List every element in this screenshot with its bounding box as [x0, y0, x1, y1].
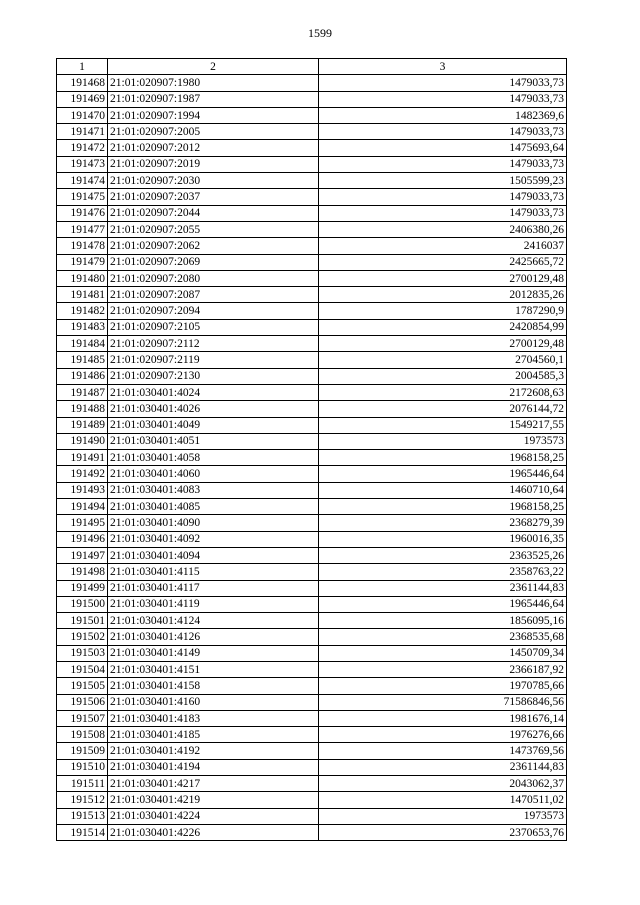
value-cell: 2700129,48 — [319, 336, 567, 352]
table-row — [57, 547, 567, 563]
cadastral-number-cell: 21:01:020907:2069 — [108, 254, 319, 270]
column-header-2: 2 — [108, 59, 319, 75]
value-cell: 1479033,73 — [319, 75, 567, 91]
row-number-cell: 191488 — [57, 401, 108, 417]
cadastral-number-cell: 21:01:030401:4117 — [108, 580, 319, 596]
table-row — [57, 205, 567, 221]
row-number-cell: 191512 — [57, 792, 108, 808]
cadastral-number-cell: 21:01:020907:2044 — [108, 205, 319, 221]
table-row — [57, 792, 567, 808]
cadastral-number-cell: 21:01:030401:4151 — [108, 661, 319, 677]
cadastral-number-cell: 21:01:020907:1987 — [108, 91, 319, 107]
table-row — [57, 727, 567, 743]
table-row — [57, 743, 567, 759]
cadastral-number-cell: 21:01:020907:2094 — [108, 303, 319, 319]
table-row — [57, 319, 567, 335]
value-cell: 2366187,92 — [319, 661, 567, 677]
value-cell: 2368279,39 — [319, 515, 567, 531]
row-number-cell: 191483 — [57, 319, 108, 335]
cadastral-number-cell: 21:01:020907:1994 — [108, 107, 319, 123]
value-cell: 1549217,55 — [319, 417, 567, 433]
table-row — [57, 401, 567, 417]
row-number-cell: 191473 — [57, 156, 108, 172]
cadastral-number-cell: 21:01:020907:2112 — [108, 336, 319, 352]
value-cell: 1460710,64 — [319, 482, 567, 498]
cadastral-number-cell: 21:01:030401:4149 — [108, 645, 319, 661]
table-row — [57, 384, 567, 400]
table-row — [57, 596, 567, 612]
table-row — [57, 808, 567, 824]
table-row — [57, 710, 567, 726]
value-cell: 1968158,25 — [319, 450, 567, 466]
table-row — [57, 499, 567, 515]
row-number-cell: 191509 — [57, 743, 108, 759]
row-number-cell: 191498 — [57, 564, 108, 580]
row-number-cell: 191478 — [57, 238, 108, 254]
value-cell: 2416037 — [319, 238, 567, 254]
value-cell: 2700129,48 — [319, 270, 567, 286]
cadastral-number-cell: 21:01:030401:4060 — [108, 466, 319, 482]
cadastral-number-cell: 21:01:020907:2130 — [108, 368, 319, 384]
cadastral-number-cell: 21:01:030401:4124 — [108, 613, 319, 629]
row-number-cell: 191503 — [57, 645, 108, 661]
table-row — [57, 759, 567, 775]
cadastral-number-cell: 21:01:030401:4194 — [108, 759, 319, 775]
table-row — [57, 107, 567, 123]
cadastral-number-cell: 21:01:030401:4219 — [108, 792, 319, 808]
table-row — [57, 645, 567, 661]
value-cell: 2420854,99 — [319, 319, 567, 335]
table-row — [57, 140, 567, 156]
table-row — [57, 515, 567, 531]
cadastral-number-cell: 21:01:030401:4024 — [108, 384, 319, 400]
row-number-cell: 191507 — [57, 710, 108, 726]
row-number-cell: 191470 — [57, 107, 108, 123]
value-cell: 1450709,34 — [319, 645, 567, 661]
row-number-cell: 191501 — [57, 613, 108, 629]
row-number-cell: 191479 — [57, 254, 108, 270]
row-number-cell: 191480 — [57, 270, 108, 286]
cadastral-number-cell: 21:01:030401:4058 — [108, 450, 319, 466]
table-row — [57, 482, 567, 498]
row-number-cell: 191472 — [57, 140, 108, 156]
value-cell: 2368535,68 — [319, 629, 567, 645]
value-cell: 1960016,35 — [319, 531, 567, 547]
value-cell: 2361144,83 — [319, 580, 567, 596]
row-number-cell: 191471 — [57, 124, 108, 140]
table-row — [57, 352, 567, 368]
row-number-cell: 191475 — [57, 189, 108, 205]
table-row — [57, 580, 567, 596]
row-number-cell: 191477 — [57, 221, 108, 237]
value-cell: 1470511,02 — [319, 792, 567, 808]
value-cell: 2370653,76 — [319, 824, 567, 840]
cadastral-number-cell: 21:01:020907:2012 — [108, 140, 319, 156]
cadastral-number-cell: 21:01:020907:2055 — [108, 221, 319, 237]
table-row — [57, 173, 567, 189]
table-row — [57, 189, 567, 205]
value-cell: 1981676,14 — [319, 710, 567, 726]
row-number-cell: 191474 — [57, 173, 108, 189]
table-row — [57, 531, 567, 547]
cadastral-number-cell: 21:01:030401:4119 — [108, 596, 319, 612]
value-cell: 1973573 — [319, 808, 567, 824]
cadastral-number-cell: 21:01:030401:4085 — [108, 499, 319, 515]
cadastral-number-cell: 21:01:030401:4083 — [108, 482, 319, 498]
table-row — [57, 156, 567, 172]
value-cell: 1479033,73 — [319, 189, 567, 205]
value-cell: 1479033,73 — [319, 91, 567, 107]
row-number-cell: 191496 — [57, 531, 108, 547]
table-row — [57, 368, 567, 384]
cadastral-number-cell: 21:01:030401:4049 — [108, 417, 319, 433]
cadastral-number-cell: 21:01:020907:2037 — [108, 189, 319, 205]
table-row — [57, 91, 567, 107]
value-cell: 2363525,26 — [319, 547, 567, 563]
table-row — [57, 221, 567, 237]
value-cell: 1479033,73 — [319, 156, 567, 172]
row-number-cell: 191468 — [57, 75, 108, 91]
table-row — [57, 694, 567, 710]
cadastral-number-cell: 21:01:030401:4160 — [108, 694, 319, 710]
value-cell: 1856095,16 — [319, 613, 567, 629]
column-header-1: 1 — [57, 59, 108, 75]
table-row — [57, 613, 567, 629]
table-row — [57, 238, 567, 254]
value-cell: 2704560,1 — [319, 352, 567, 368]
table-row — [57, 629, 567, 645]
value-cell: 1965446,64 — [319, 466, 567, 482]
cadastral-number-cell: 21:01:030401:4226 — [108, 824, 319, 840]
value-cell: 1479033,73 — [319, 124, 567, 140]
value-cell: 2358763,22 — [319, 564, 567, 580]
row-number-cell: 191499 — [57, 580, 108, 596]
row-number-cell: 191492 — [57, 466, 108, 482]
cadastral-number-cell: 21:01:030401:4026 — [108, 401, 319, 417]
value-cell: 1973573 — [319, 433, 567, 449]
table-row — [57, 303, 567, 319]
cadastral-number-cell: 21:01:020907:2030 — [108, 173, 319, 189]
row-number-cell: 191500 — [57, 596, 108, 612]
cadastral-number-cell: 21:01:020907:1980 — [108, 75, 319, 91]
table-row — [57, 433, 567, 449]
row-number-cell: 191490 — [57, 433, 108, 449]
table-row — [57, 336, 567, 352]
header-row — [57, 59, 567, 75]
registry-table — [56, 58, 567, 841]
cadastral-number-cell: 21:01:030401:4183 — [108, 710, 319, 726]
table-row — [57, 417, 567, 433]
table-row — [57, 287, 567, 303]
row-number-cell: 191510 — [57, 759, 108, 775]
table-row — [57, 564, 567, 580]
table-row — [57, 270, 567, 286]
cadastral-number-cell: 21:01:020907:2062 — [108, 238, 319, 254]
cadastral-number-cell: 21:01:030401:4051 — [108, 433, 319, 449]
value-cell: 1482369,6 — [319, 107, 567, 123]
row-number-cell: 191497 — [57, 547, 108, 563]
row-number-cell: 191481 — [57, 287, 108, 303]
cadastral-number-cell: 21:01:030401:4158 — [108, 678, 319, 694]
cadastral-number-cell: 21:01:030401:4126 — [108, 629, 319, 645]
table-body — [57, 75, 567, 841]
cadastral-number-cell: 21:01:030401:4185 — [108, 727, 319, 743]
row-number-cell: 191504 — [57, 661, 108, 677]
table-row — [57, 678, 567, 694]
value-cell: 1968158,25 — [319, 499, 567, 515]
cadastral-number-cell: 21:01:020907:2019 — [108, 156, 319, 172]
cadastral-number-cell: 21:01:020907:2119 — [108, 352, 319, 368]
value-cell: 1473769,56 — [319, 743, 567, 759]
cadastral-number-cell: 21:01:020907:2105 — [108, 319, 319, 335]
table-row — [57, 254, 567, 270]
value-cell: 2172608,63 — [319, 384, 567, 400]
value-cell: 2076144,72 — [319, 401, 567, 417]
value-cell: 1505599,23 — [319, 173, 567, 189]
value-cell: 1970785,66 — [319, 678, 567, 694]
row-number-cell: 191489 — [57, 417, 108, 433]
row-number-cell: 191502 — [57, 629, 108, 645]
value-cell: 71586846,56 — [319, 694, 567, 710]
value-cell: 2406380,26 — [319, 221, 567, 237]
cadastral-number-cell: 21:01:030401:4224 — [108, 808, 319, 824]
table-row — [57, 124, 567, 140]
value-cell: 2361144,83 — [319, 759, 567, 775]
table-row — [57, 776, 567, 792]
value-cell: 2004585,3 — [319, 368, 567, 384]
value-cell: 1475693,64 — [319, 140, 567, 156]
row-number-cell: 191513 — [57, 808, 108, 824]
cadastral-number-cell: 21:01:020907:2080 — [108, 270, 319, 286]
value-cell: 1479033,73 — [319, 205, 567, 221]
value-cell: 1976276,66 — [319, 727, 567, 743]
row-number-cell: 191484 — [57, 336, 108, 352]
value-cell: 2012835,26 — [319, 287, 567, 303]
row-number-cell: 191485 — [57, 352, 108, 368]
cadastral-number-cell: 21:01:020907:2005 — [108, 124, 319, 140]
row-number-cell: 191487 — [57, 384, 108, 400]
column-header-3: 3 — [319, 59, 567, 75]
row-number-cell: 191486 — [57, 368, 108, 384]
value-cell: 2425665,72 — [319, 254, 567, 270]
row-number-cell: 191505 — [57, 678, 108, 694]
cadastral-number-cell: 21:01:030401:4092 — [108, 531, 319, 547]
row-number-cell: 191495 — [57, 515, 108, 531]
cadastral-number-cell: 21:01:030401:4090 — [108, 515, 319, 531]
table-row — [57, 450, 567, 466]
row-number-cell: 191469 — [57, 91, 108, 107]
row-number-cell: 191493 — [57, 482, 108, 498]
row-number-cell: 191511 — [57, 776, 108, 792]
value-cell: 1965446,64 — [319, 596, 567, 612]
value-cell: 2043062,37 — [319, 776, 567, 792]
row-number-cell: 191491 — [57, 450, 108, 466]
table-row — [57, 75, 567, 91]
row-number-cell: 191482 — [57, 303, 108, 319]
table-row — [57, 824, 567, 840]
cadastral-number-cell: 21:01:030401:4115 — [108, 564, 319, 580]
cadastral-number-cell: 21:01:030401:4094 — [108, 547, 319, 563]
row-number-cell: 191476 — [57, 205, 108, 221]
row-number-cell: 191508 — [57, 727, 108, 743]
value-cell: 1787290,9 — [319, 303, 567, 319]
cadastral-number-cell: 21:01:030401:4192 — [108, 743, 319, 759]
page-number: 1599 — [308, 26, 332, 40]
row-number-cell: 191514 — [57, 824, 108, 840]
cadastral-number-cell: 21:01:030401:4217 — [108, 776, 319, 792]
table-header — [57, 59, 567, 75]
cadastral-number-cell: 21:01:020907:2087 — [108, 287, 319, 303]
row-number-cell: 191506 — [57, 694, 108, 710]
row-number-cell: 191494 — [57, 499, 108, 515]
table-row — [57, 466, 567, 482]
table-row — [57, 661, 567, 677]
